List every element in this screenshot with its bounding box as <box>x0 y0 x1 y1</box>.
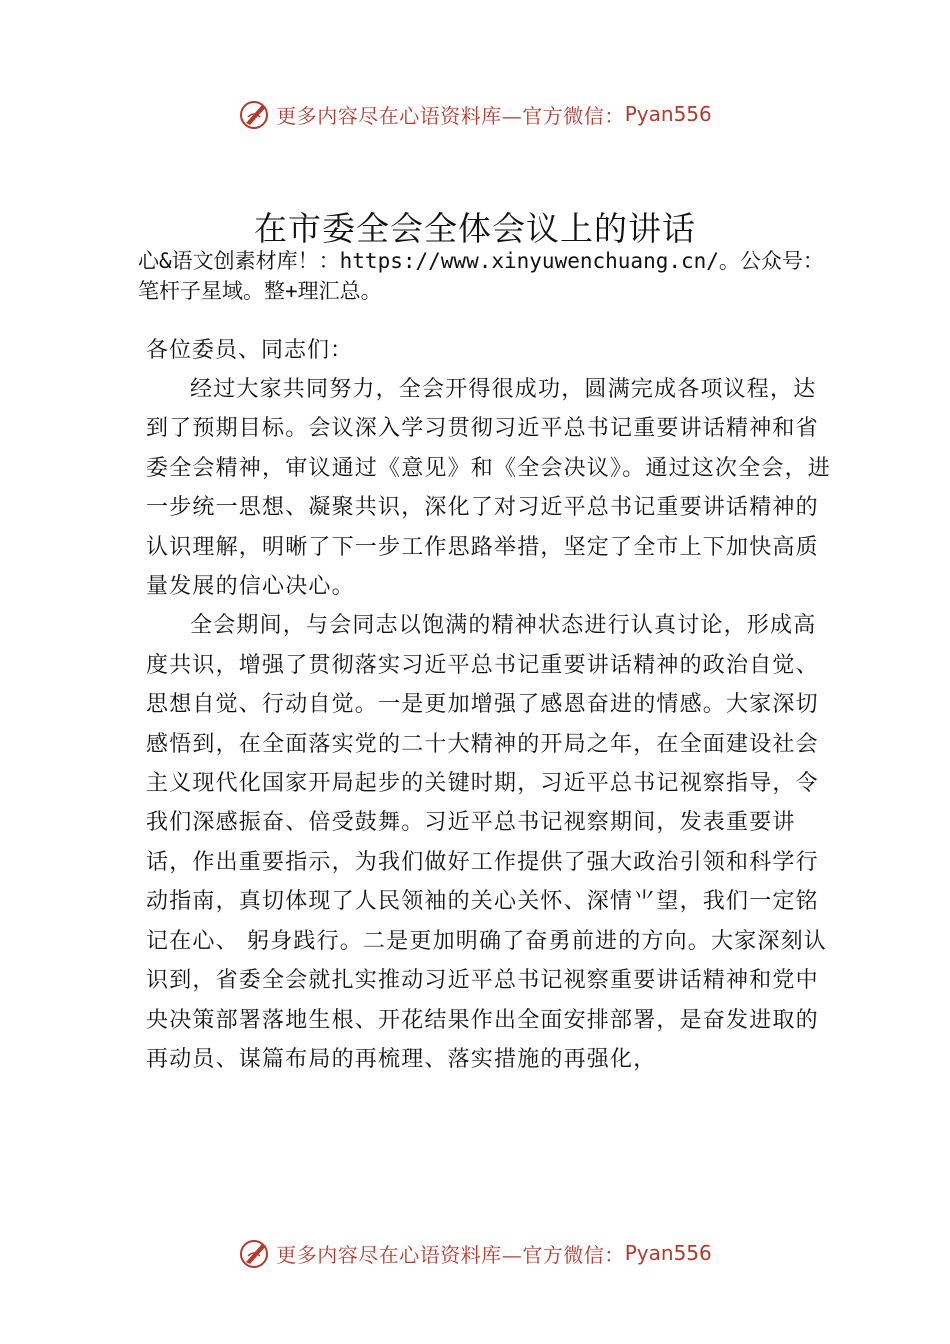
banner-handle: Pyan556 <box>624 1241 712 1265</box>
salutation: 各位委员、同志们： <box>146 338 354 363</box>
paragraph: 全会期间，与会同志以饱满的精神状态进行认真讨论，形成高度共识，增强了贯彻落实习近平总书记重要讲话精神的政治自觉、思想自觉、行动自觉。一是更加增强了感恩奋进的情感。大家深切感悟到，在全面落实党的二十大精神的开局之年，在全面建设社会主义现代化国家开局起步的关键时期，习近平总书记视察指导，令我们深感振奋、倍受鼓舞。习近平总书记视察期间，发表重要讲话，作出重要指示，为我们做好工作提供了强大政治引领和科学行动指南，真切体现了人民领袖的关心关怀、深情⺌望，我们一定铭记在心、 躬身践行。二是更加明确了奋勇前进的方向。大家深刻认识到，省委全会就扎实推动习近平总书记视察重要讲话精神和党中央决策部署落地生根、开花结果作出全面安排部署，是奋发进取的再动员、谋篇布局的再梳理、落实措施的再强化， <box>146 613 827 1072</box>
paragraph: 经过大家共同努力，全会开得很成功，圆满完成各项议程，达到了预期目标。会议深入学习贯彻习近平总书记重要讲话精神和省委全会精神，审议通过《意见》和《全会决议》。通过这次全会，进一步统一思想、凝聚共识，深化了对习近平总书记重要讲话精神的认识理解，明晰了下一步工作思路举措，坚定了全市上下加快高质量发展的信心决心。 <box>146 377 832 600</box>
header-banner <box>0 94 950 134</box>
document-title: 在市委全会全体会议上的讲话 <box>254 209 696 248</box>
pen-logo-icon <box>238 97 272 131</box>
source-line: 心&语文创素材库！：https://www.xinyuwenchuang.cn/。公众号：笔杆子星域。整+理汇总。 <box>138 249 824 303</box>
pen-logo-icon <box>238 1236 272 1270</box>
document-body <box>146 370 836 1079</box>
banner-text: 更多内容尽在心语资料库—官方微信： <box>276 1242 625 1267</box>
footer-banner <box>0 1233 950 1273</box>
banner-handle: Pyan556 <box>624 102 712 126</box>
banner-text: 更多内容尽在心语资料库—官方微信： <box>276 103 625 128</box>
